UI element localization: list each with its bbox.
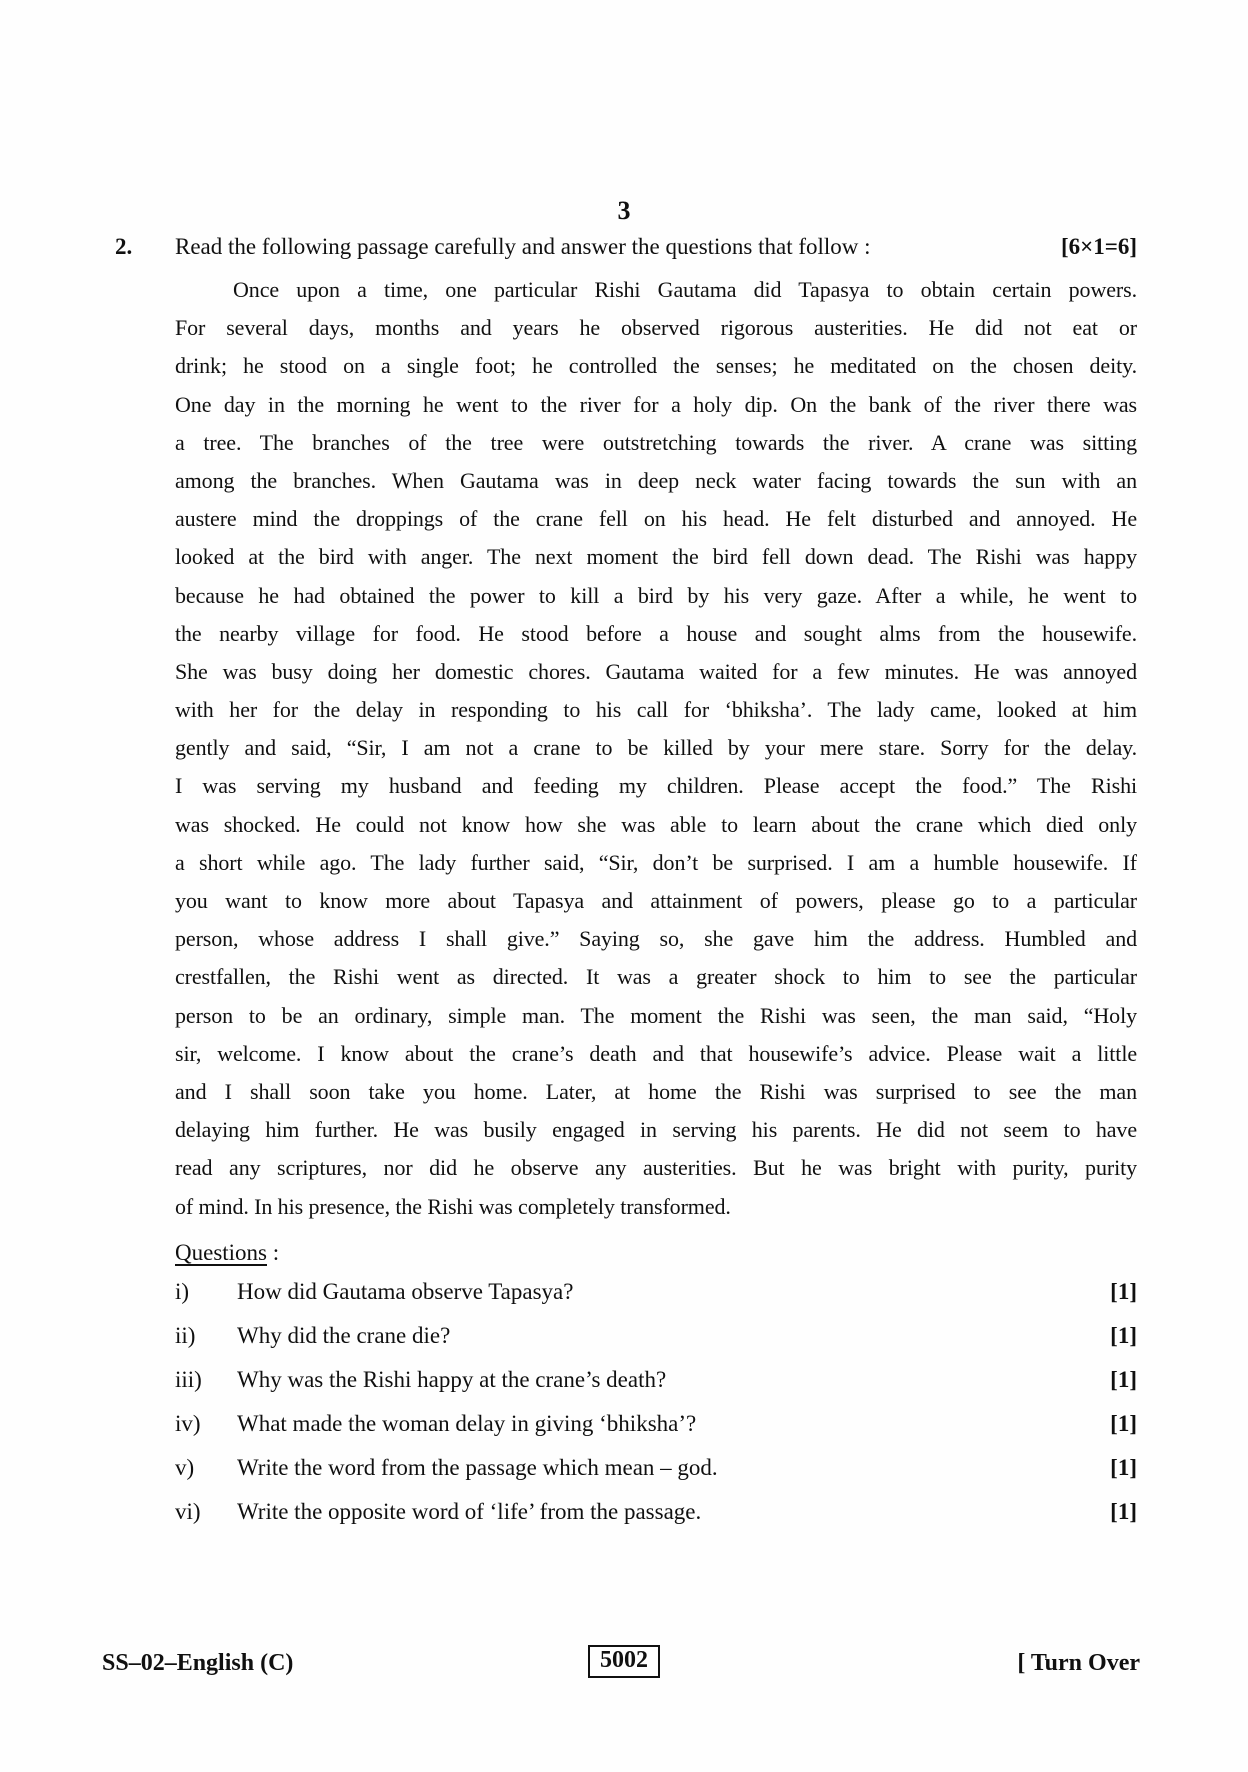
passage-line: person, whose address I shall give.” Saying so, she gave him the address. Humbled and <box>175 926 1137 952</box>
passage-line: crestfallen, the Rishi went as directed. It was a greater shock to him to see the particular <box>175 964 1137 990</box>
question-item <box>175 1453 1137 1483</box>
footer-paper-code: SS–02–English (C) <box>102 1650 294 1676</box>
question-item-text: Why was the Rishi happy at the crane’s death? <box>237 1367 667 1392</box>
passage-line: For several days, months and years he observed rigorous austerities. He did not eat or <box>175 315 1137 341</box>
question-item-marks: [1] <box>1110 1455 1137 1480</box>
question-item <box>175 1409 1137 1439</box>
passage-line: sir, welcome. I know about the crane’s death and that housewife’s advice. Please wait a little <box>175 1040 1137 1066</box>
question-item-number: v) <box>175 1455 195 1480</box>
passage-line: Once upon a time, one particular Rishi Gautama did Tapasya to obtain certain powers. <box>233 277 1137 302</box>
question-2-number: 2. <box>115 234 133 259</box>
question-item-number: iii) <box>175 1367 202 1392</box>
passage-line: and I shall soon take you home. Later, at home the Rishi was surprised to see the man <box>175 1078 1137 1104</box>
question-item <box>175 1277 1137 1307</box>
question-item <box>175 1321 1137 1351</box>
question-item-text: How did Gautama observe Tapasya? <box>237 1279 574 1304</box>
question-item-marks: [1] <box>1110 1323 1137 1348</box>
passage-line: was shocked. He could not know how she was able to learn about the crane which died only <box>175 811 1137 837</box>
question-item <box>175 1497 1137 1527</box>
footer-serial-box: 5002 <box>588 1645 660 1678</box>
question-2-marks: [6×1=6] <box>1060 234 1137 259</box>
passage-line: of mind. In his presence, the Rishi was completely transformed. <box>175 1193 731 1219</box>
passage-line: read any scriptures, nor did he observe any austerities. But he was bright with purity, purity <box>175 1155 1137 1181</box>
question-2-header <box>115 231 1137 262</box>
questions-heading <box>175 1238 279 1268</box>
passage-line: you want to know more about Tapasya and attainment of powers, please go to a particular <box>175 888 1137 913</box>
passage-line: a tree. The branches of the tree were outstretching towards the river. A crane was sitting <box>175 429 1137 455</box>
passage-line: delaying him further. He was busily engaged in serving his parents. He did not seem to have <box>175 1117 1137 1143</box>
passage-line: gently and said, “Sir, I am not a crane to be killed by your mere stare. Sorry for the delay. <box>175 735 1137 761</box>
question-item-number: iv) <box>175 1411 201 1436</box>
questions-heading-text: Questions <box>175 1240 267 1265</box>
footer-turn-over: [ Turn Over <box>1017 1650 1140 1676</box>
question-item-text: Why did the crane die? <box>237 1323 451 1348</box>
question-item-number: vi) <box>175 1499 201 1524</box>
question-2-prompt: Read the following passage carefully and answer the questions that follow : <box>175 234 871 259</box>
passage-line: a short while ago. The lady further said, “Sir, don’t be surprised. I am a humble housewife. If <box>175 849 1137 875</box>
question-item-text: Write the word from the passage which mean – god. <box>237 1455 718 1480</box>
question-item-number: i) <box>175 1279 190 1304</box>
passage-line: austere mind the droppings of the crane fell on his head. He felt disturbed and annoyed. He <box>175 506 1137 532</box>
passage-line: among the branches. When Gautama was in deep neck water facing towards the sun with an <box>175 467 1137 493</box>
passage-line: I was serving my husband and feeding my children. Please accept the food.” The Rishi <box>175 773 1137 799</box>
question-item-number: ii) <box>175 1323 196 1348</box>
page-number: 3 <box>617 196 631 225</box>
question-item <box>175 1365 1137 1395</box>
passage-line: One day in the morning he went to the river for a holy dip. On the bank of the river there was <box>175 391 1137 417</box>
passage-line: because he had obtained the power to kill a bird by his very gaze. After a while, he went to <box>175 582 1137 608</box>
question-item-text: What made the woman delay in giving ‘bhiksha’? <box>237 1411 697 1436</box>
passage-line: She was busy doing her domestic chores. Gautama waited for a few minutes. He was annoyed <box>175 658 1137 684</box>
questions-heading-colon: : <box>267 1240 280 1265</box>
question-item-marks: [1] <box>1110 1411 1137 1436</box>
passage-line: the nearby village for food. He stood before a house and sought alms from the housewife. <box>175 620 1137 646</box>
passage-line: with her for the delay in responding to his call for ‘bhiksha’. The lady came, looked at him <box>175 697 1137 723</box>
questions-list <box>175 1277 1137 1541</box>
question-item-marks: [1] <box>1110 1499 1137 1524</box>
passage-line: person to be an ordinary, simple man. The moment the Rishi was seen, the man said, “Holy <box>175 1002 1137 1028</box>
reading-passage <box>175 271 1137 1226</box>
passage-line: drink; he stood on a single foot; he controlled the senses; he meditated on the chosen deity. <box>175 353 1137 379</box>
question-item-text: Write the opposite word of ‘life’ from the passage. <box>237 1499 702 1524</box>
question-item-marks: [1] <box>1110 1279 1137 1304</box>
question-item-marks: [1] <box>1110 1367 1137 1392</box>
passage-line: looked at the bird with anger. The next moment the bird fell down dead. The Rishi was happy <box>175 544 1137 570</box>
